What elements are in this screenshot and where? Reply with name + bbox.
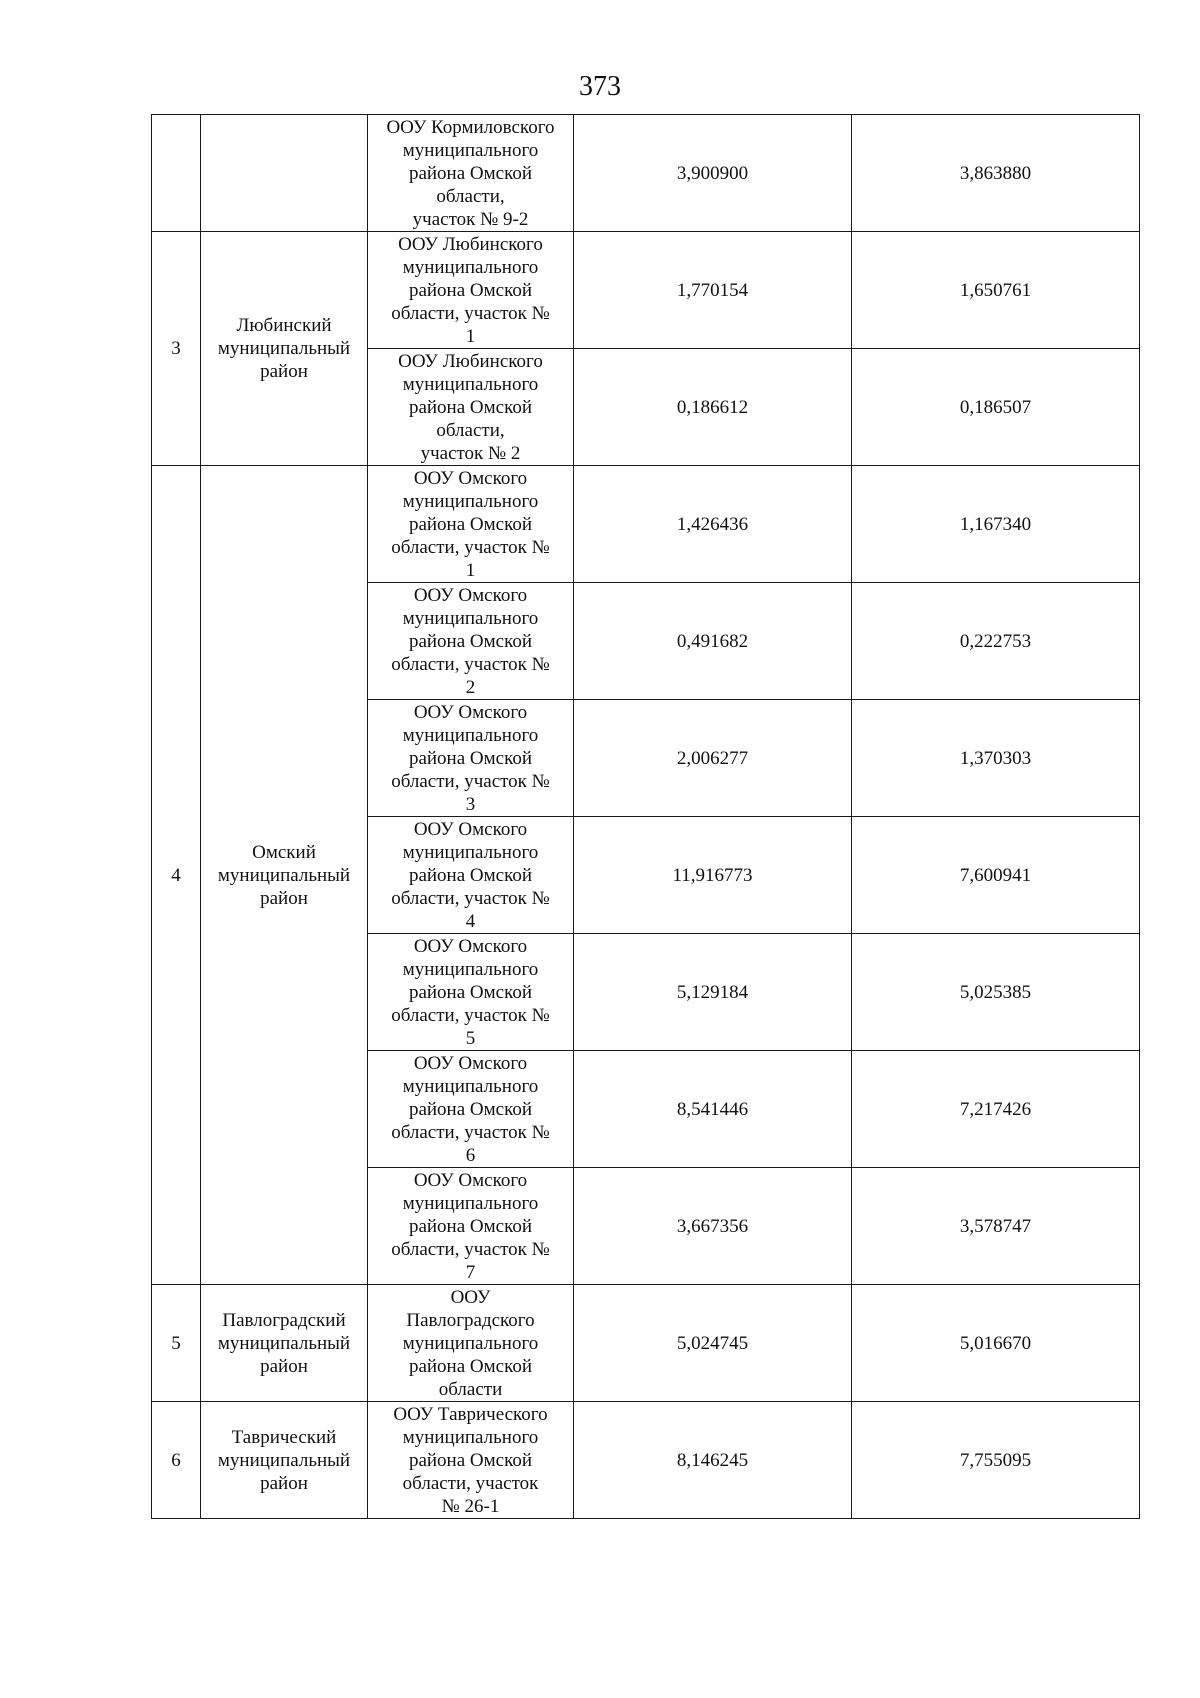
area-name-line: района Омской <box>408 1355 533 1377</box>
table-row <box>152 1402 1140 1519</box>
value-cell-1: 1,426436 <box>574 466 852 583</box>
data-table <box>151 114 1140 1519</box>
district-line: муниципальный <box>217 1332 351 1354</box>
value-cell-1: 3,667356 <box>574 1168 852 1285</box>
table-row <box>152 232 1140 349</box>
area-name-line: 5 <box>465 1027 476 1049</box>
value-cell-1: 8,146245 <box>574 1402 852 1519</box>
value-cell-1: 11,916773 <box>574 817 852 934</box>
district-cell <box>201 232 368 466</box>
value-cell-2: 7,600941 <box>852 817 1140 934</box>
value-cell-2: 1,650761 <box>852 232 1140 349</box>
area-name-cell <box>368 817 574 934</box>
area-name-line: ООУ Омского <box>413 818 528 840</box>
value-cell-2: 7,755095 <box>852 1402 1140 1519</box>
district-cell <box>201 1285 368 1402</box>
area-name-line: участок № 2 <box>420 442 521 464</box>
district-line: район <box>260 1355 308 1377</box>
area-name-line: области, участок № <box>391 770 550 792</box>
area-name-line: ООУ Таврического <box>393 1403 548 1425</box>
area-name-line: района Омской <box>408 1449 533 1471</box>
area-name-line: области <box>438 1378 503 1400</box>
district-line: Павлоградский <box>222 1309 346 1331</box>
table-row <box>152 115 1140 232</box>
area-name-cell <box>368 583 574 700</box>
area-name-line: муниципального <box>402 607 539 629</box>
area-name-line: ООУ Омского <box>413 1169 528 1191</box>
value-cell-1: 1,770154 <box>574 232 852 349</box>
area-name-line: района Омской <box>408 747 533 769</box>
number-cell <box>152 115 201 232</box>
value-cell-2: 7,217426 <box>852 1051 1140 1168</box>
area-name-line: муниципального <box>402 1075 539 1097</box>
area-name-line: области, участок № <box>391 1121 550 1143</box>
value-cell-1: 0,186612 <box>574 349 852 466</box>
area-name-cell <box>368 700 574 817</box>
area-name-line: 7 <box>465 1261 476 1283</box>
area-name-line: района Омской <box>408 396 533 418</box>
district-line: район <box>260 887 308 909</box>
district-cell <box>201 466 368 1285</box>
area-name-line: муниципального <box>402 1426 539 1448</box>
area-name-line: ООУ Омского <box>413 935 528 957</box>
number-cell: 4 <box>152 466 201 1285</box>
area-name-line: области, участок № <box>391 1004 550 1026</box>
area-name-line: участок № 9-2 <box>412 208 529 230</box>
value-cell-2: 3,863880 <box>852 115 1140 232</box>
area-name-line: области, участок № <box>391 1238 550 1260</box>
area-name-line: района Омской <box>408 513 533 535</box>
area-name-line: муниципального <box>402 1332 539 1354</box>
district-line: Таврический <box>231 1426 337 1448</box>
table-row <box>152 1285 1140 1402</box>
area-name-line: области, участок № <box>391 536 550 558</box>
area-name-cell <box>368 232 574 349</box>
area-name-line: района Омской <box>408 1215 533 1237</box>
value-cell-1: 5,024745 <box>574 1285 852 1402</box>
area-name-line: муниципального <box>402 139 539 161</box>
area-name-line: области, <box>436 419 505 441</box>
area-name-line: ООУ Омского <box>413 584 528 606</box>
area-name-line: ООУ Омского <box>413 701 528 723</box>
page-number: 373 <box>579 71 621 102</box>
value-cell-2: 1,370303 <box>852 700 1140 817</box>
value-cell-2: 0,186507 <box>852 349 1140 466</box>
area-name-line: муниципального <box>402 373 539 395</box>
area-name-cell <box>368 1402 574 1519</box>
value-cell-1: 3,900900 <box>574 115 852 232</box>
district-line: Омский <box>252 841 316 863</box>
area-name-line: 1 <box>465 325 476 347</box>
area-name-cell <box>368 349 574 466</box>
area-name-line: района Омской <box>408 1098 533 1120</box>
area-name-cell <box>368 1168 574 1285</box>
area-name-line: № 26-1 <box>441 1495 500 1517</box>
area-name-line: области, участок № <box>391 653 550 675</box>
area-name-line: ООУ Любинского <box>398 350 543 372</box>
area-name-line: муниципального <box>402 724 539 746</box>
area-name-cell <box>368 1285 574 1402</box>
area-name-line: 4 <box>465 910 476 932</box>
area-name-line: района Омской <box>408 864 533 886</box>
area-name-line: ООУ Кормиловского <box>386 116 555 138</box>
area-name-line: района Омской <box>408 630 533 652</box>
area-name-line: 1 <box>465 559 476 581</box>
district-line: район <box>260 1472 308 1494</box>
area-name-line: муниципального <box>402 841 539 863</box>
number-cell: 5 <box>152 1285 201 1402</box>
value-cell-1: 8,541446 <box>574 1051 852 1168</box>
value-cell-2: 0,222753 <box>852 583 1140 700</box>
value-cell-1: 5,129184 <box>574 934 852 1051</box>
area-name-line: района Омской <box>408 981 533 1003</box>
area-name-line: ООУ Омского <box>413 1052 528 1074</box>
area-name-line: Павлоградского <box>406 1309 535 1331</box>
value-cell-1: 0,491682 <box>574 583 852 700</box>
area-name-line: 2 <box>465 676 476 698</box>
area-name-cell <box>368 115 574 232</box>
area-name-line: муниципального <box>402 490 539 512</box>
area-name-line: 3 <box>465 793 476 815</box>
area-name-line: области, <box>436 185 505 207</box>
district-line: Любинский <box>236 315 332 336</box>
area-name-line: ООУ <box>450 1286 491 1308</box>
area-name-line: области, участок № <box>391 887 550 909</box>
number-cell: 6 <box>152 1402 201 1519</box>
number-cell: 3 <box>152 232 201 466</box>
area-name-line: муниципального <box>402 958 539 980</box>
area-name-cell <box>368 1051 574 1168</box>
district-cell <box>201 1402 368 1519</box>
area-name-line: муниципального <box>402 1192 539 1214</box>
area-name-line: ООУ Омского <box>413 467 528 489</box>
area-name-cell <box>368 466 574 583</box>
district-line: муниципальный <box>217 1449 351 1471</box>
value-cell-2: 1,167340 <box>852 466 1140 583</box>
district-line: муниципальный <box>217 864 351 886</box>
district-line: муниципальный <box>217 338 351 359</box>
district-cell <box>201 115 368 232</box>
area-name-line: области, участок <box>402 1472 539 1494</box>
area-name-cell <box>368 934 574 1051</box>
area-name-line: муниципального <box>402 256 539 278</box>
value-cell-2: 5,016670 <box>852 1285 1140 1402</box>
area-name-line: области, участок № <box>391 302 550 324</box>
area-name-line: района Омской <box>408 279 533 301</box>
value-cell-2: 5,025385 <box>852 934 1140 1051</box>
area-name-line: района Омской <box>408 162 533 184</box>
table-row <box>152 466 1140 583</box>
area-name-line: ООУ Любинского <box>398 233 543 255</box>
area-name-line: 6 <box>465 1144 476 1166</box>
value-cell-1: 2,006277 <box>574 700 852 817</box>
value-cell-2: 3,578747 <box>852 1168 1140 1285</box>
district-line: район <box>260 361 308 382</box>
